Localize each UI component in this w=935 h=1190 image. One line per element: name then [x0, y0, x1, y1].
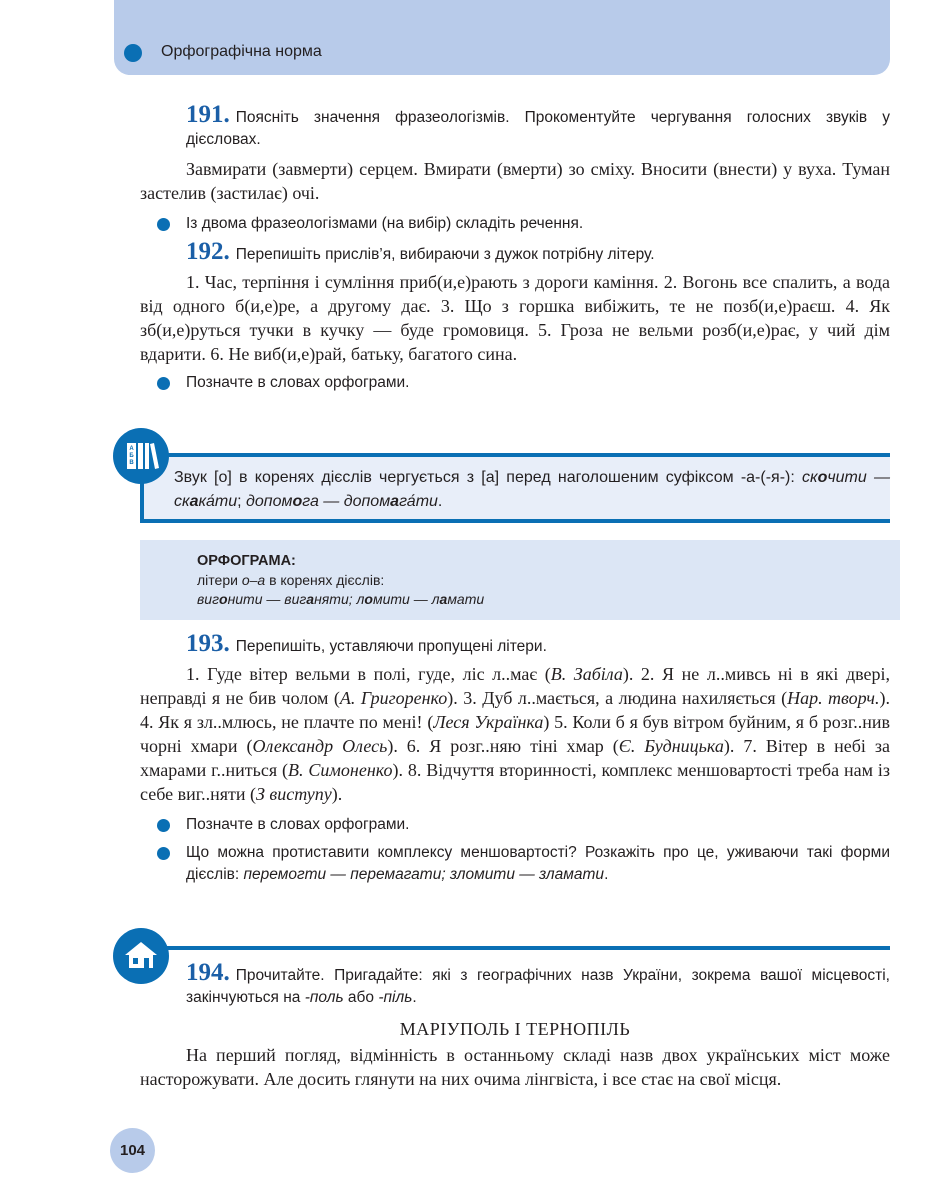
- task-instruction: Перепишіть прислів’я, вибираючи з дужок потрібну літеру.: [235, 246, 655, 263]
- task-number: 191.: [186, 101, 230, 128]
- task-bullet: [140, 213, 890, 235]
- task-text: 1. Час, терпіння і сумління приб(и,е)рають з дороги каміння. 2. Вогонь все спалить, а вода від одного б(и,е)ре, а другому дає. 3. Що з горшка вибіжить, те не позб(и,е)раєш. 4. Як зб(и,е)руться тучки в кучку — буде громовиця. 5. Гроза не вельми розб(и,е)рає, у чий дім вдарити. 6. Не виб(и,е)рай, батьку, багатого сина.: [140, 272, 890, 364]
- abc-books-icon: [113, 428, 169, 484]
- header-bullet-icon: [124, 44, 142, 62]
- page-header: [114, 0, 890, 75]
- bullet-icon: [157, 819, 170, 832]
- svg-text:А: А: [129, 446, 134, 452]
- task-text: На перший погляд, відмінність в останньому складі назв двох українських міст може насторожувати. Але досить глянути на них очима лінгвіста, і все стає на свої місця.: [140, 1045, 890, 1089]
- rule-text: Звук [о] в коренях дієслів чергується з [а] перед наголошеним суфіксом -а-(-я-): скочити — скака́ти; допомога — допомага́ти.: [174, 469, 891, 510]
- task-instruction: Перепишіть, уставляючи пропущені літери.: [235, 638, 547, 655]
- task-191: [140, 101, 890, 235]
- text-title: МАРІУПОЛЬ І ТЕРНОПІЛЬ: [399, 1019, 631, 1039]
- bullet-text: Позначте в словах орфограми.: [186, 374, 410, 391]
- page-number: 104: [110, 1128, 155, 1173]
- section-title: Орфографічна норма: [161, 43, 322, 60]
- task-text: 1. Гуде вітер вельми в полі, гуде, ліс л..має (В. Забіла). 2. Я не л..мивсь ні в які двері, неправді я не бив чолом (А. Григоренко). 3. Дуб л..мається, а людина нахиляється (Нар. творч.). 4. Як я зл..млюсь, не плачте по мені! (Леся Українка) 5. Коли б я був вітром буйним, я б розг..нив чорні хмари (Олександр Олесь). 6. Я розг..няю тіні хмар (Є. Будницька). 7. Вітер в небі за хмарами г..ниться (В. Симоненко). 8. Відчуття вторинності, комплекс меншовартості треба нам із себе виг..няти (З виступу).: [140, 664, 891, 804]
- task-number: 192.: [186, 238, 230, 265]
- task-text: Завмирати (завмерти) серцем. Вмирати (вмерти) зо сміху. Вносити (внести) у вуха. Туман застелив (застилає) очі.: [140, 159, 890, 203]
- task-192: [140, 238, 890, 394]
- bullet-text: Позначте в словах орфограми.: [186, 816, 410, 833]
- task-bullet: [140, 372, 890, 394]
- task-193: [140, 630, 891, 886]
- bullet-icon: [157, 218, 170, 231]
- svg-text:В: В: [129, 460, 134, 466]
- task-number: 194.: [186, 959, 230, 986]
- task-bullet: Що можна протиставити комплексу меншовартості? Розкажіть про це, уживаючи такі форми дієслів: перемогти — перемагати; зломити — зламати.: [140, 842, 890, 886]
- bullet-text: Із двома фразеологізмами (на вибір) складіть речення.: [186, 215, 584, 232]
- orthogram-title: ОРФОГРАМА:: [197, 553, 296, 569]
- home-task-divider: [160, 946, 890, 950]
- task-instruction: Поясніть значення фразеологізмів. Прокоментуйте чергування голосних звуків у дієсловах.: [186, 109, 890, 148]
- bullet-icon: [157, 377, 170, 390]
- orthogram-examples: вигонити — виганяти; ломити — ламати: [197, 591, 485, 607]
- task-number: 193.: [186, 630, 230, 657]
- orthogram-box: [140, 540, 900, 620]
- bullet-icon: [157, 847, 170, 860]
- orthogram-description: літери о–а в коренях дієслів:: [197, 572, 385, 588]
- task-194: 194. Прочитайте. Пригадайте: які з географічних назв України, зокрема вашої місцевості, закінчуються на -поль або -піль. МАРІУПОЛЬ І ТЕРНОПІЛЬ На перший погляд, відмінність в останньому складі назв двох українських міст може насторожувати. Але досить глянути на них очима лінгвіста, і все стає на свої місця.: [140, 959, 890, 1089]
- task-bullet: [140, 814, 890, 836]
- rule-box: [140, 453, 890, 523]
- svg-text:Б: Б: [129, 453, 134, 459]
